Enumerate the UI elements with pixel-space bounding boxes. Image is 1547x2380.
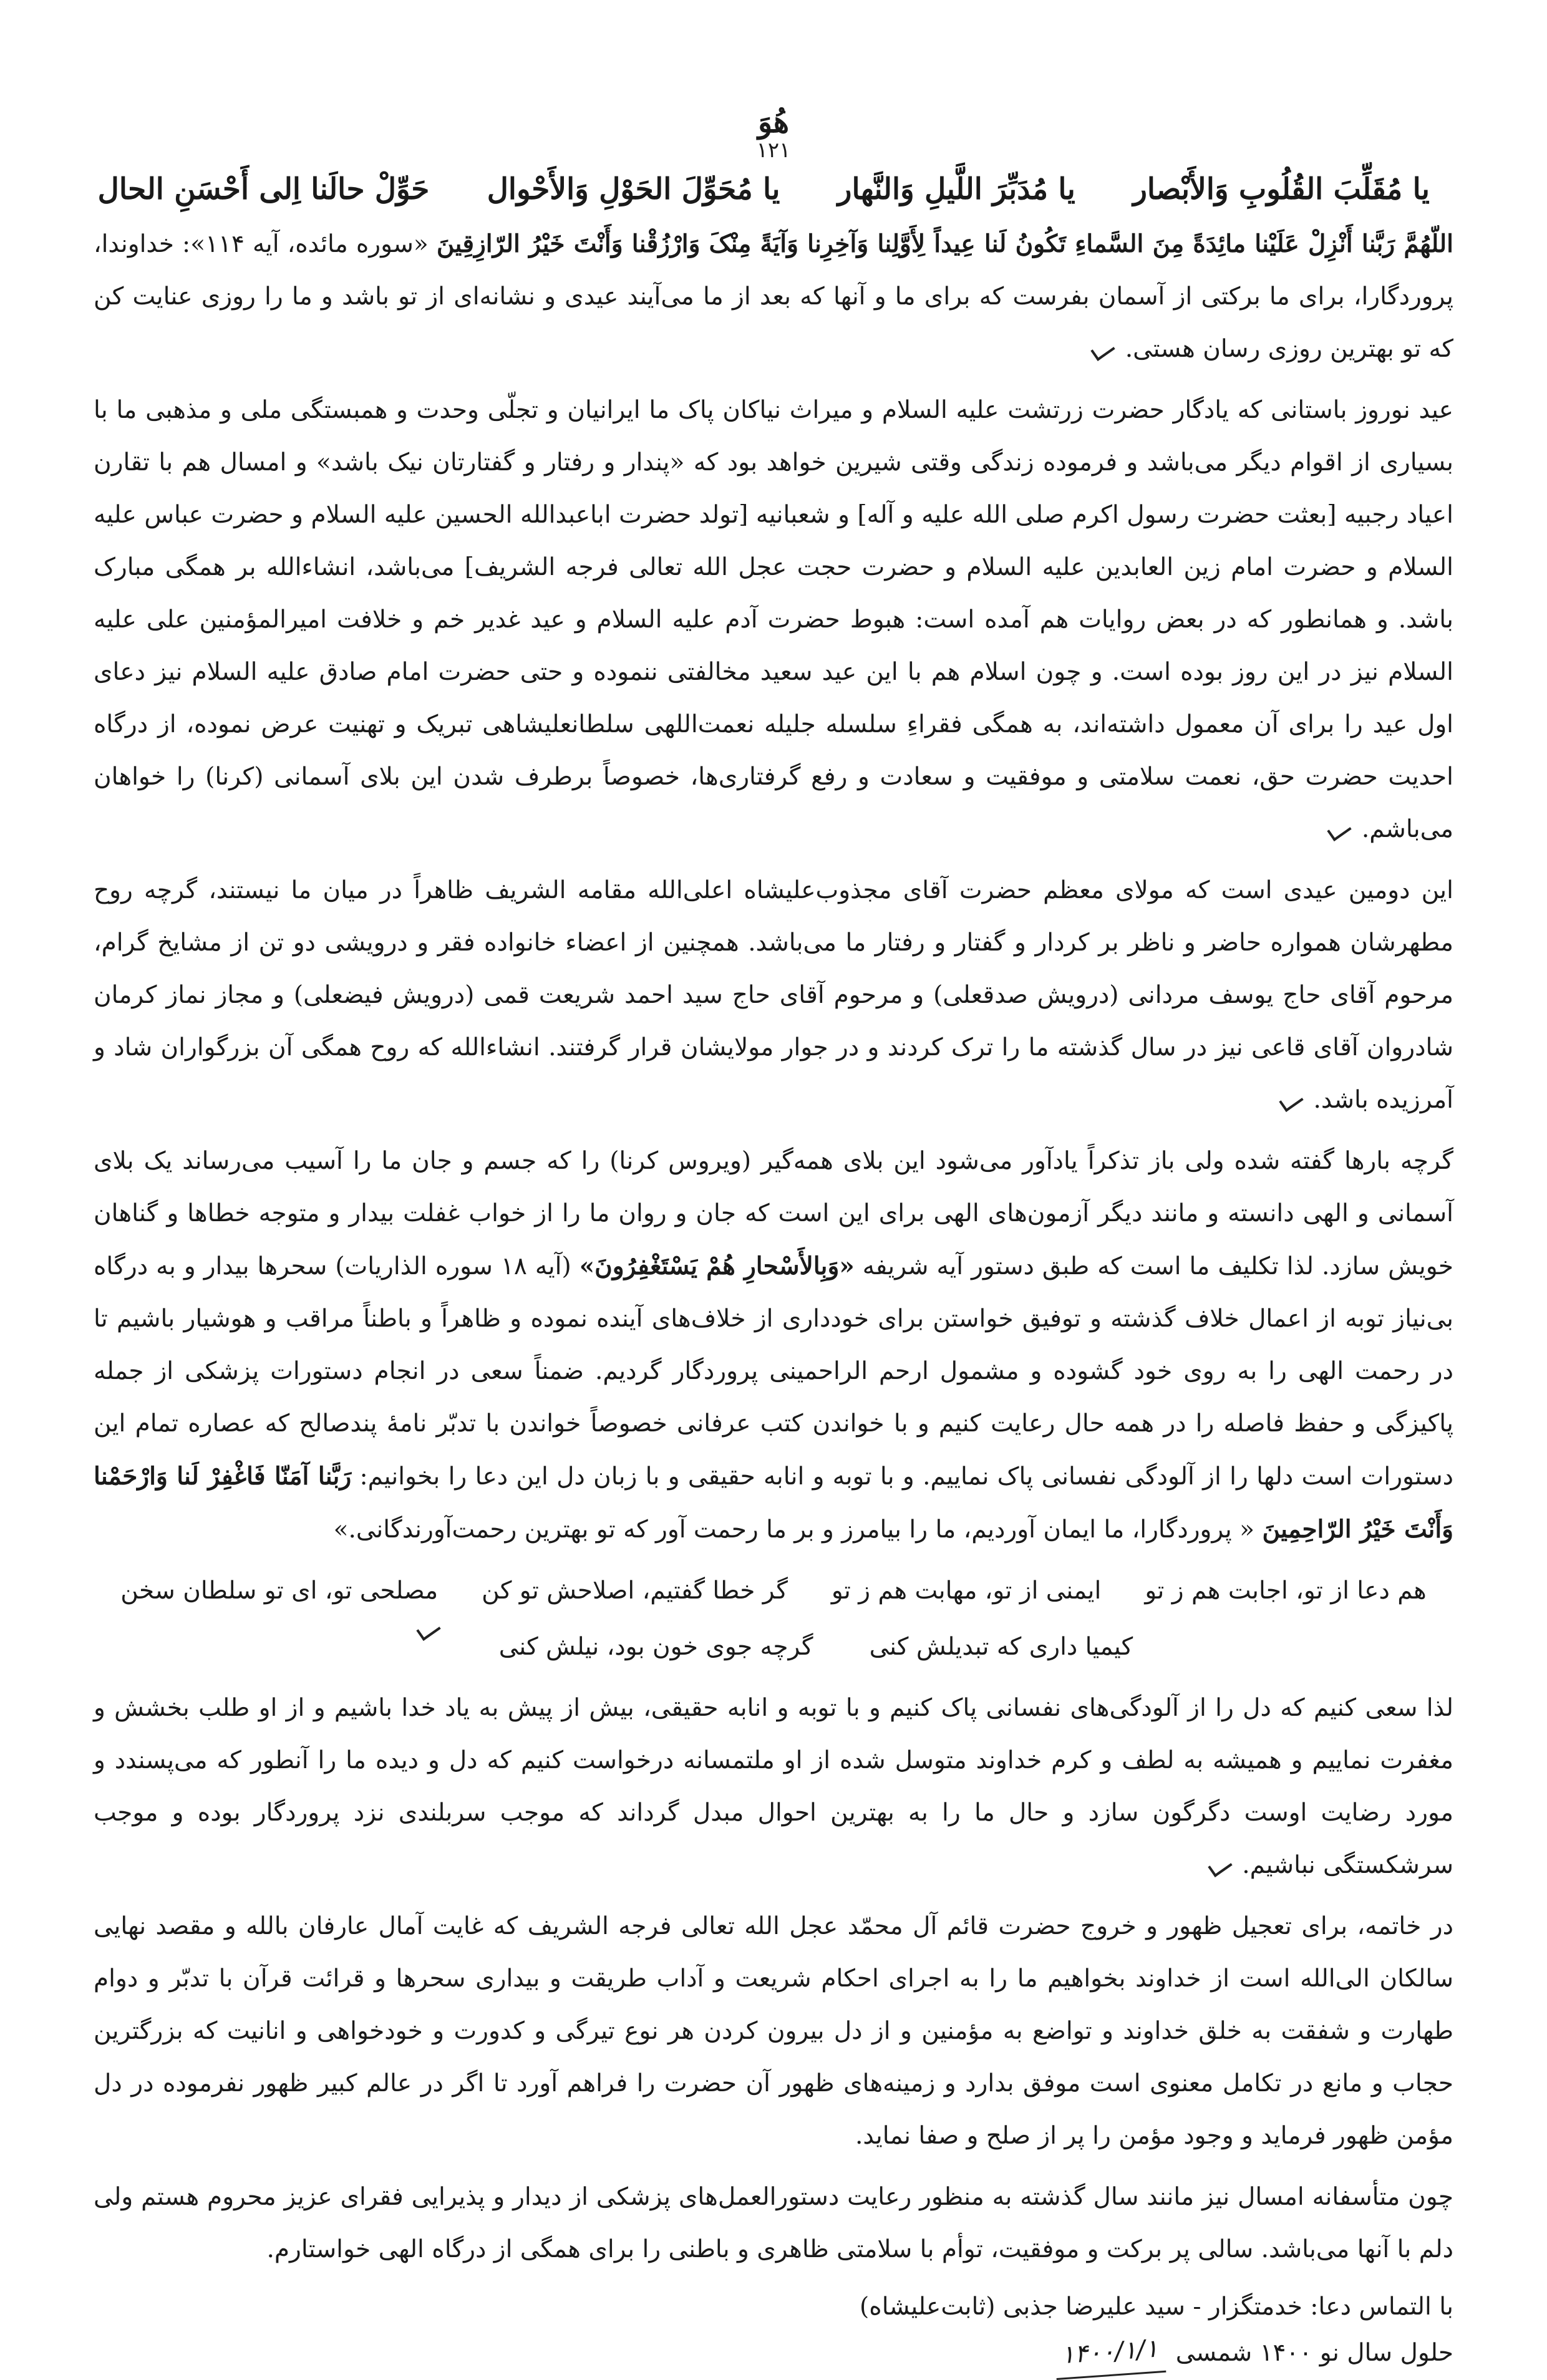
poem-hemistich: ایمنی از تو، مهابت هم ز تو <box>831 1577 1102 1605</box>
check-mark-icon <box>414 1621 443 1640</box>
paragraph-pandemic-text-c: « پروردگارا، ما ایمان آوردیم، ما را بیامرز و بر ما رحمت آور که تو بهترین رحمت‌آورندگانی.» <box>333 1516 1255 1544</box>
quran-verse-maedah: اللّهُمَّ رَبَّنا أَنْزِلْ عَلَیْنا مائِدَةً مِنَ السَّماءِ تَکُونُ لَنا عِیداً لِأَوَّلِنا وَآخِرِنا وَآیَةً مِنْکَ وَارْزُقْنا وَأَنْتَ خَیْرُ الرّازِقِینَ <box>436 230 1453 259</box>
paragraph-pandemic <box>94 1135 1453 1556</box>
poem-hemistich: مصلحی تو، ای تو سلطان سخن <box>120 1577 439 1605</box>
invocation-part-3: یا مُحَوِّلَ الحَوْلِ وَالأَحْوال <box>487 172 780 207</box>
quran-verse-dhariyat: «وَبِالأَسْحارِ هُمْ یَسْتَغْفِرُونَ» <box>579 1252 855 1281</box>
date-label: حلول سال نو ۱۴۰۰ شمسی <box>1175 2338 1453 2367</box>
quran-verse-prayer: رَبَّنا آمَنّا فَاغْفِرْ لَنا وَارْحَمْنا وَأَنْتَ خَیْرُ الرّاحِمِینَ <box>94 1462 1453 1544</box>
poem-couplet-1 <box>94 1565 1453 1617</box>
date-line <box>94 2329 1453 2376</box>
poem-hemistich: هم دعا از تو، اجابت هم ز تو <box>1145 1577 1427 1605</box>
hu-heading: هُوَ <box>757 105 790 140</box>
invocation-part-1: یا مُقَلِّبَ القُلُوبِ وَالأَبْصار <box>1133 172 1430 207</box>
check-mark-icon <box>1325 821 1354 840</box>
check-mark-icon <box>1089 341 1117 360</box>
paragraph-repentance <box>94 1682 1453 1892</box>
letter-page <box>94 94 1454 2370</box>
poem-hemistich: گرچه جوی خون بود، نیلش کنی <box>498 1633 813 1662</box>
paragraph-regret-text: چون متأسفانه امسال نیز مانند سال گذشته به منظور رعایت دستورالعمل‌های پزشکی از دیدار و پذیرایی فقرای عزیز محروم هستم ولی دلم با آنها می‌باشد. سالی پر برکت و موفقیت، توأم با سلامتی ظاهری و باطنی را برای همگی از درگاه الهی خواستارم. <box>94 2183 1453 2264</box>
poem-hemistich: کیمیا داری که تبدیلش کنی <box>869 1633 1133 1662</box>
closing-line: با التماس دعا: خدمتگزار - سید علیرضا جذبی (ثابت‌علیشاه) <box>860 2293 1453 2321</box>
invocation-part-2: یا مُدَبِّرَ اللَّیلِ وَالنَّهار <box>837 172 1075 207</box>
check-mark-icon <box>1277 1092 1306 1111</box>
invocation-line <box>94 167 1453 213</box>
check-mark-icon <box>1206 1857 1234 1876</box>
paragraph-nowruz-text: عید نوروز باستانی که یادگار حضرت زرتشت علیه السلام و میراث نیاکان پاک ما ایرانیان و تجلّی وحدت و همبستگی ملی و مذهبی ما با بسیاری از اقوام دیگر می‌باشد و فرموده زندگی وقتی شیرین خواهد بود که «پندار و رفتار و گفتارتان نیک باشد» و امسال هم با تقارن اعیاد رجبیه [بعثت حضرت رسول اکرم صلی الله علیه و آله] و شعبانیه [تولد حضرت اباعبدالله الحسین علیه السلام و حضرت عباس علیه السلام و حضرت امام زین العابدین علیه السلام و حضرت حجت عجل الله تعالی فرجه الشریف] می‌باشد، انشاءالله بر همگی مبارک باشد. و همانطور که در بعض روایات هم آمده است: هبوط حضرت آدم علیه السلام و عید غدیر خم و خلافت امیرالمؤمنین علی علیه السلام نیز در این روز بوده است. و چون اسلام هم با این عید سعید مخالفتی ننموده و حتی حضرت امام صادق علیه السلام نیز دعای اول عید را برای آن معمول داشته‌اند، به همگی فقراءِ سلسله جلیله نعمت‌اللهی سلطانعلیشاهی تبریک و تهنیت عرض نموده، از درگاه احدیت حضرت حق، نعمت سلامتی و موفقیت و سعادت و رفع گرفتاری‌ها، خصوصاً برطرف شدن این بلای آسمانی (کرنا) را خواهان می‌باشم. <box>94 396 1453 844</box>
paragraph-closing-text: در خاتمه، برای تعجیل ظهور و خروج حضرت قائم آل محمّد عجل الله تعالی فرجه الشریف که غایت آمال عارفان بالله و مقصد نهایی سالکان الی‌الله است از خداوند بخواهیم ما را به اجرای احکام شریعت و آداب طریقت و بیداری سحرها و قرائت قرآن با تدبّر و دوام طهارت و شفقت به خلق خداوند و تواضع به مؤمنین و از دل بیرون کردن هر نوع تیرگی و کدورت و خودخواهی و انانیت که بزرگترین حجاب و مانع در تکامل معنوی است موفق بدارد و زمینه‌های ظهور آن حضرت را فراهم آورد تا اگر در عالم کبیر ظهور نفرموده در دل مؤمن ظهور فرماید و وجود مؤمن را پر از صلح و صفا نماید. <box>94 1912 1453 2150</box>
paragraph-repentance-text: لذا سعی کنیم که دل را از آلودگی‌های نفسانی پاک کنیم و با توبه و انابه حقیقی، بیش از پیش به یاد خدا باشیم و از او طلب بخشش و مغفرت نماییم و همیشه به لطف و کرم خداوند متوسل شده از او ملتمسانه درخواست کنیم که دل و دیده ما را آنطور که می‌پسندد و مورد رضایت اوست دگرگون سازد و حال ما را به بهترین احوال مبدل گرداند که موجب سربلندی نزد پروردگار بوده و موجب سرشکستگی نباشیم. <box>94 1694 1453 1880</box>
paragraph-prayer-text: «سوره مائده، آیه ۱۱۴»: خداوندا، پروردگارا، برای ما برکتی از آسمان بفرست که برای ما و آنها که بعد از ما می‌آیند عیدی و نشانه‌ای از تو باشد و ما را روزی عنایت کن که تو بهترین روزی رسان هستی. <box>94 230 1453 364</box>
signature-block <box>94 2285 1453 2376</box>
handwritten-signature-date: ۱۴۰۰/۱/۱ <box>1053 2326 1166 2380</box>
paragraph-memorial <box>94 864 1453 1126</box>
paragraph-memorial-text: این دومین عیدی است که مولای معظم حضرت آقای مجذوب‌علیشاه اعلی‌الله مقامه الشریف ظاهراً در میان ما نیستند، گرچه روح مطهرشان همواره حاضر و ناظر بر کردار و گفتار و رفتار ما می‌باشد. همچنین از اعضاء خانواده فقر و درویشی دو تن از مشایخ گرام، مرحوم آقای حاج یوسف مردانی (درویش صدقعلی) و مرحوم آقای حاج سید احمد شریعت قمی (درویش فیضعلی) و مجاز نماز کرمان شادروان آقای قاعی نیز در سال گذشته ما را ترک کردند و در جوار مولایشان قرار گرفتند. انشاءالله که روح همگی آن بزرگواران شاد و آمرزیده باشد. <box>94 876 1453 1115</box>
paragraph-prayer <box>94 218 1453 375</box>
paragraph-nowruz <box>94 384 1453 856</box>
paragraph-pandemic-text-b: (آیه ۱۸ سوره الذاریات) سحرها بیدار و به درگاه بی‌نیاز توبه از اعمال خلاف گذشته و توفیق خواستن برای خودداری از خلاف‌های آینده نموده و ظاهراً و باطناً مراقب و هوشیار باشیم تا در رحمت الهی را به روی خود گشوده و مشمول ارحم الراحمینی پروردگار گردیم. ضمناً سعی در انجام دستورات پزشکی از جمله پاکیزگی و حفظ فاصله را در همه حال رعایت کنیم و با خواندن کتب عرفانی خصوصاً خواندن با تدبّر نامهٔ پندصالح که عصاره تمام این دستورات است دلها را از آلودگی نفسانی پاک نماییم. و با توبه و انابه حقیقی و با زبان دل این دعا را بخوانیم: <box>94 1252 1454 1491</box>
paragraph-pandemic-text-a: گرچه بارها گفته شده ولی باز تذکراً یادآور می‌شود این بلای همه‌گیر (ویروس کرنا) را که جسم و جان ما را آسیب می‌رساند یک بلای آسمانی و الهی دانسته و مانند دیگر آزمون‌های الهی برای این است که جان و روان ما را از خواب غفلت بیدار و متوجه خطاها و گناهان خویش سازد. لذا تکلیف ما است که طبق دستور آیه شریفه <box>94 1147 1453 1281</box>
invocation-part-4: حَوِّلْ حالَنا اِلی أَحْسَنِ الحال <box>97 172 430 207</box>
paragraph-regret <box>94 2171 1453 2276</box>
paragraph-closing <box>94 1900 1453 2162</box>
poem-couplet-2 <box>94 1621 1453 1673</box>
page-number: ۱۲۱ <box>756 137 791 163</box>
poem-hemistich: گر خطا گفتیم، اصلاحش تو کن <box>482 1577 788 1605</box>
